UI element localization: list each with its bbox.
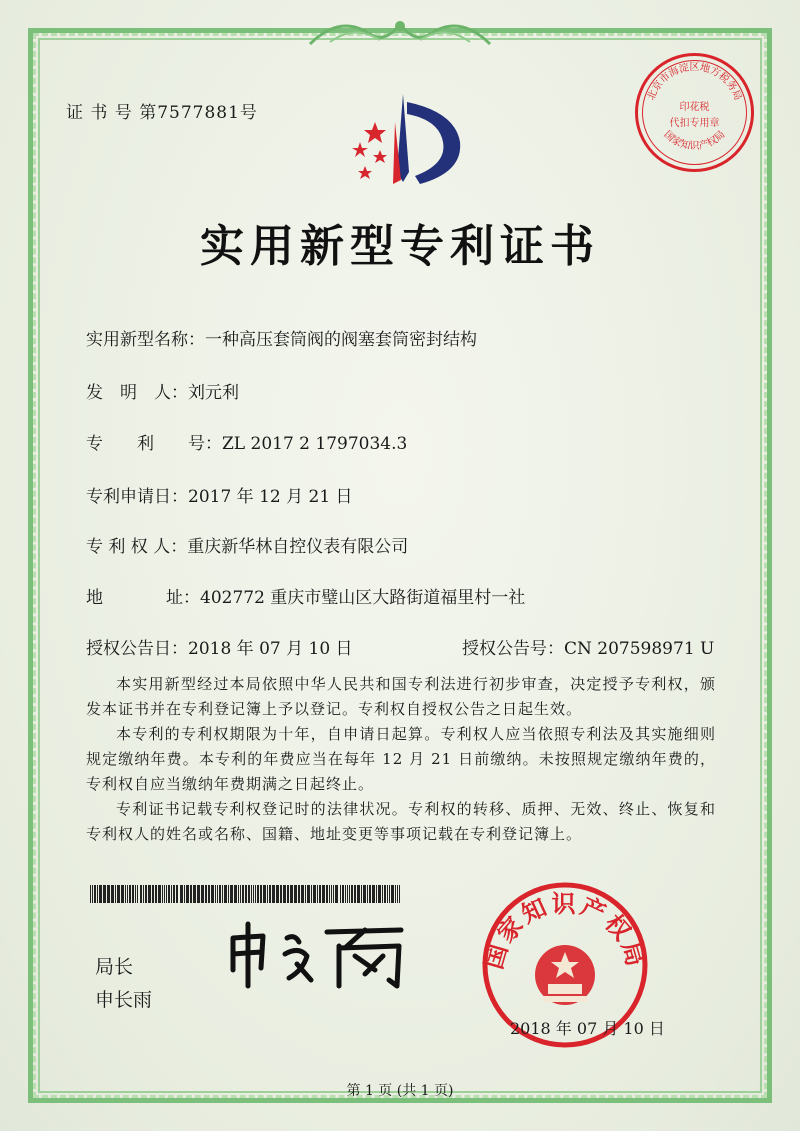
address-value: 402772 重庆市璧山区大路街道福里村一社 bbox=[200, 588, 526, 608]
body-paragraph-2-container bbox=[86, 722, 716, 797]
patent-number-value: ZL 2017 2 1797034.3 bbox=[222, 434, 408, 454]
patentee-value: 重庆新华林自控仪表有限公司 bbox=[187, 537, 409, 557]
body-paragraph-2: 本专利的专利权期限为十年，自申请日起算。专利权人应当依照专利法及其实施细则规定缴纳年费。本专利的年费应当在每年 12 月 21 日前缴纳。未按照规定缴纳年费的，专利权自应当缴纳年费期满之日起终止。 bbox=[86, 725, 716, 793]
director-title: 局长 bbox=[95, 956, 134, 978]
body-paragraph-1-container bbox=[86, 672, 716, 722]
svg-text:国家知识产权局 bbox=[661, 128, 727, 152]
top-ornament bbox=[300, 4, 500, 54]
tax-seal-ring-text: 北京市海淀区地方税务局 bbox=[645, 62, 744, 103]
inventor-label: 发 明 人： bbox=[86, 383, 188, 403]
field-utility-name bbox=[86, 325, 477, 350]
tax-seal-center-line2: 代扣专用章 bbox=[669, 118, 720, 129]
tax-seal-center-line1: 印花税 bbox=[679, 102, 710, 113]
grant-number-value: CN 207598971 U bbox=[564, 639, 715, 659]
handwritten-signature bbox=[215, 920, 415, 990]
field-address bbox=[86, 583, 525, 608]
patentee-label: 专 利 权 人： bbox=[86, 537, 188, 557]
utility-name-value: 一种高压套筒阀的阀塞套筒密封结构 bbox=[205, 330, 477, 350]
cnipa-logo-icon bbox=[335, 92, 470, 197]
field-filing-date bbox=[86, 482, 353, 507]
field-patent-number bbox=[86, 429, 407, 454]
body-paragraph-3: 专利证书记载专利权登记时的法律状况。专利权的转移、质押、无效、终止、恢复和专利权人的姓名或名称、国籍、地址变更等事项记载在专利登记簿上。 bbox=[86, 800, 716, 843]
field-grant-date bbox=[86, 634, 353, 659]
cnipa-seal-ring-text: 国家知识产权局 bbox=[480, 890, 650, 973]
director-name: 申长雨 bbox=[95, 989, 153, 1011]
filing-date-label: 专利申请日： bbox=[86, 487, 188, 507]
tax-seal-bottom-text: 国家知识产权局 bbox=[661, 129, 728, 153]
body-paragraph-3-container bbox=[86, 797, 716, 847]
grant-date-value: 2018 年 07 月 10 日 bbox=[188, 639, 353, 659]
filing-date-value: 2017 年 12 月 21 日 bbox=[188, 487, 353, 507]
page-title: 实用新型专利证书 bbox=[200, 221, 600, 272]
body-paragraph-1: 本实用新型经过本局依照中华人民共和国专利法进行初步审查，决定授予专利权，颁发本证书并在专利登记簿上予以登记。专利权自授权公告之日起生效。 bbox=[86, 675, 716, 718]
utility-name-label: 实用新型名称： bbox=[86, 330, 205, 350]
field-grant-number bbox=[462, 634, 714, 659]
grant-date-label: 授权公告日： bbox=[86, 639, 188, 659]
page-footer: 第 1 页 (共 1 页) bbox=[346, 1083, 454, 1099]
barcode-icon bbox=[90, 885, 400, 903]
field-patentee bbox=[86, 532, 408, 557]
field-inventor bbox=[86, 378, 239, 403]
address-label-end: 址： bbox=[166, 588, 200, 608]
inventor-value: 刘元利 bbox=[188, 383, 239, 403]
tax-seal-stamp bbox=[632, 50, 757, 175]
address-label-start: 地 bbox=[86, 588, 103, 608]
patent-number-label: 专 利 号： bbox=[86, 434, 222, 454]
certificate-number: 证 书 号 第7577881号 bbox=[66, 103, 258, 123]
issue-date: 2018 年 07 月 10 日 bbox=[510, 1019, 665, 1038]
grant-number-label: 授权公告号： bbox=[462, 639, 564, 659]
